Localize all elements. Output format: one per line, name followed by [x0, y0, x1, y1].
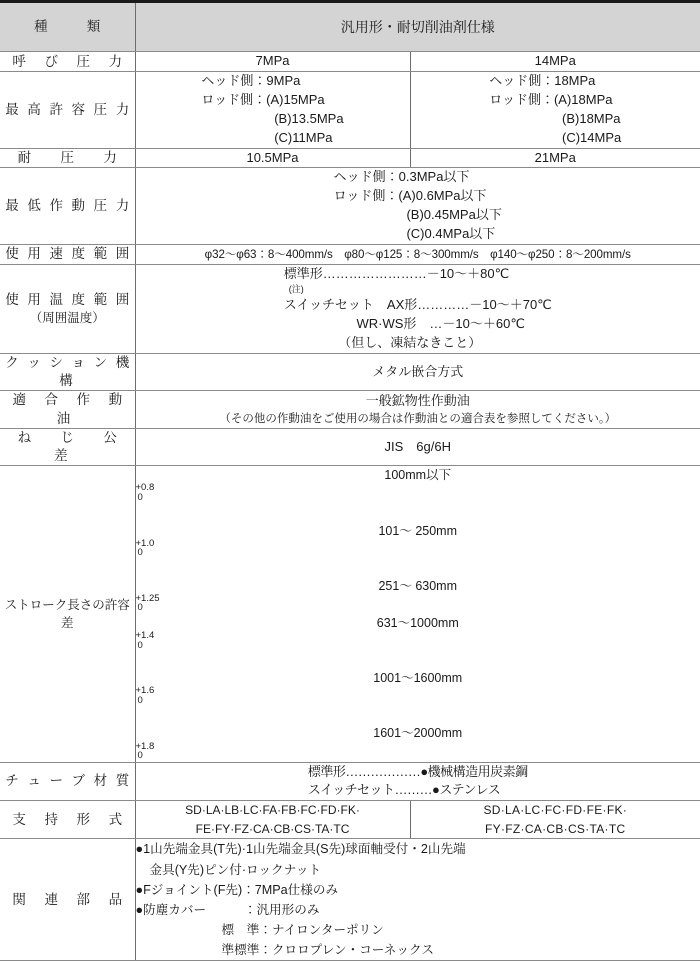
value-line: ●1山先端金具(T先)·1山先端金具(S先)球面軸受付・2山先端 [136, 839, 700, 859]
row-label-text: 最 低 作 動 圧 力 [0, 197, 135, 215]
header-value: 汎用形・耐切削油剤仕様 [341, 19, 495, 35]
table-row [0, 428, 700, 465]
row-label-mounting-type [0, 801, 135, 839]
value-tube-material [135, 762, 700, 801]
table-row [0, 391, 700, 428]
stroke-tolerance-line [136, 614, 700, 762]
value-thread-tolerance: JIS 6g/6H [135, 428, 700, 465]
value-line: 金具(Y先)ピン付·ロックナット [136, 860, 700, 880]
value-line: ヘッド側：18MPa [489, 72, 621, 91]
value-line: スイッチセット………●ステンレス [308, 781, 528, 800]
table-row [0, 762, 700, 801]
value-speed-range [135, 244, 700, 264]
row-label-max-allowable-pressure [0, 72, 135, 148]
value-line: WR·WS形 …－10～＋60℃ [284, 315, 552, 334]
value-line: φ32～φ63：8～400mm/s φ80～φ125：8～300mm/s φ140～φ250：8～200mm/s [205, 248, 631, 261]
value-related-parts [135, 839, 700, 961]
stroke-tolerance-value: +1.4 0 [136, 631, 700, 650]
value-cushion-mechanism: メタル嵌合方式 [135, 354, 700, 391]
row-label-proof-pressure [0, 148, 135, 168]
stroke-tolerance-value: +0.8 0 [136, 483, 700, 502]
value-line: ロッド側：(A)15MPa [201, 91, 343, 110]
value-min-operating-pressure [135, 168, 700, 244]
value-line: SD·LA·LB·LC·FA·FB·FC·FD·FK· [136, 801, 410, 820]
row-label-temperature-range [0, 264, 135, 353]
value-line: 標 準：ナイロンターポリン [136, 920, 700, 940]
stroke-range-label: 1601～2000mm [136, 724, 700, 742]
value-hydraulic-oil [135, 391, 700, 428]
row-label-text: 支 持 形 式 [0, 811, 135, 829]
stroke-tolerance-line [136, 466, 700, 614]
value-line-standard [284, 265, 552, 297]
value-line: FE·FY·FZ·CA·CB·CS·TA·TC [136, 820, 410, 839]
value-line: ●防塵カバー ：汎用形のみ [136, 900, 700, 920]
row-label-text: 最 高 許 容 圧 力 [0, 101, 135, 119]
row-label-nominal-pressure [0, 52, 135, 72]
row-label-text: 使 用 温 度 範 囲 [0, 291, 135, 309]
stroke-range-label: 101～ 250mm [136, 522, 700, 540]
table-row [0, 354, 700, 391]
stroke-tolerance-value: +1.0 0 [136, 539, 700, 558]
table-row [0, 52, 700, 72]
row-label-hydraulic-oil [0, 391, 135, 428]
value-line: （その他の作動油をご使用の場合は作動油との適合表を参照してください。） [136, 411, 700, 428]
value-proof-pressure-14mpa: 21MPa [410, 148, 700, 168]
table-row [0, 801, 700, 839]
row-label-text: ね じ 公 差 [0, 429, 135, 465]
value-nominal-pressure-7mpa: 7MPa [135, 52, 410, 72]
value-max-pressure-7mpa [135, 72, 410, 148]
row-label-text: 関 連 部 品 [0, 891, 135, 909]
value-line: 標準形……………………－10～＋80℃ [284, 265, 552, 284]
value-nominal-pressure-14mpa: 14MPa [410, 52, 700, 72]
stroke-tolerance-value: +1.25 0 [136, 594, 700, 613]
stroke-range-label: 100mm以下 [136, 466, 700, 484]
value-line: (C)0.4MPa以下 [334, 225, 502, 244]
value-line: ロッド側：(A)18MPa [489, 91, 621, 110]
value-line: 準標準：クロロプレン・コーネックス [136, 940, 700, 960]
row-label-text: 呼 び 圧 力 [0, 53, 135, 71]
table-row [0, 168, 700, 244]
value-line: ロッド側：(A)0.6MPa以下 [334, 187, 502, 206]
note-marker: (注) [289, 283, 552, 296]
row-label-text: 使 用 速 度 範 囲 [0, 245, 135, 263]
table-row [0, 244, 700, 264]
value-mounting-type-14mpa [410, 801, 700, 839]
row-label-related-parts [0, 839, 135, 961]
row-label-thread-tolerance [0, 428, 135, 465]
header-label-cell [0, 3, 135, 52]
specification-table [0, 3, 700, 961]
value-line: SD·LA·LC·FC·FD·FE·FK· [411, 801, 700, 820]
table-row [0, 264, 700, 353]
value-line: (C)14MPa [489, 129, 621, 148]
row-sublabel-text: （周囲温度） [0, 310, 135, 327]
table-header-row [0, 3, 700, 52]
header-label: 種 類 [0, 18, 135, 36]
value-proof-pressure-7mpa: 10.5MPa [135, 148, 410, 168]
value-temperature-range [135, 264, 700, 353]
value-line: スイッチセット AX形…………－10～＋70℃ [284, 296, 552, 315]
table-row [0, 148, 700, 168]
table-row [0, 466, 700, 762]
row-label-text: ク ッ シ ョ ン 機 構 [0, 354, 135, 390]
row-label-min-operating-pressure [0, 168, 135, 244]
value-max-pressure-14mpa [410, 72, 700, 148]
stroke-range-label: 251～ 630mm [136, 577, 700, 595]
stroke-tolerance-value: +1.6 0 [136, 686, 700, 705]
value-line: （但し、凍結なきこと） [284, 334, 552, 353]
value-line: (B)13.5MPa [201, 110, 343, 129]
stroke-range-label: 1001～1600mm [136, 669, 700, 687]
value-line: (C)11MPa [201, 129, 343, 148]
row-label-speed-range [0, 244, 135, 264]
table-row [0, 72, 700, 148]
header-value-cell [135, 3, 700, 52]
value-stroke-tolerance [135, 466, 700, 762]
row-label-cushion-mechanism [0, 354, 135, 391]
value-line: 標準形………………●機械構造用炭素鋼 [308, 763, 528, 782]
row-label-tube-material [0, 762, 135, 801]
value-mounting-type-7mpa [135, 801, 410, 839]
value-line: 一般鉱物性作動油 [136, 392, 700, 411]
row-label-stroke-tolerance [0, 466, 135, 762]
row-label-text: 耐 圧 力 [0, 149, 135, 167]
value-line: FY·FZ·CA·CB·CS·TA·TC [411, 820, 700, 839]
stroke-tolerance-value: +1.8 0 [136, 742, 700, 761]
row-label-text: 適 合 作 動 油 [0, 391, 135, 427]
value-line: ヘッド側：0.3MPa以下 [334, 168, 502, 187]
value-line: (B)0.45MPa以下 [334, 206, 502, 225]
stroke-range-label: 631～1000mm [136, 614, 700, 632]
value-line: ヘッド側：9MPa [201, 72, 343, 91]
table-row [0, 839, 700, 961]
value-line: (B)18MPa [489, 110, 621, 129]
row-label-text: チ ュ ー ブ 材 質 [0, 772, 135, 790]
row-label-text: ストローク長さの許容差 [5, 598, 130, 630]
value-line: ●Fジョイント(F先)：7MPa仕様のみ [136, 880, 700, 900]
